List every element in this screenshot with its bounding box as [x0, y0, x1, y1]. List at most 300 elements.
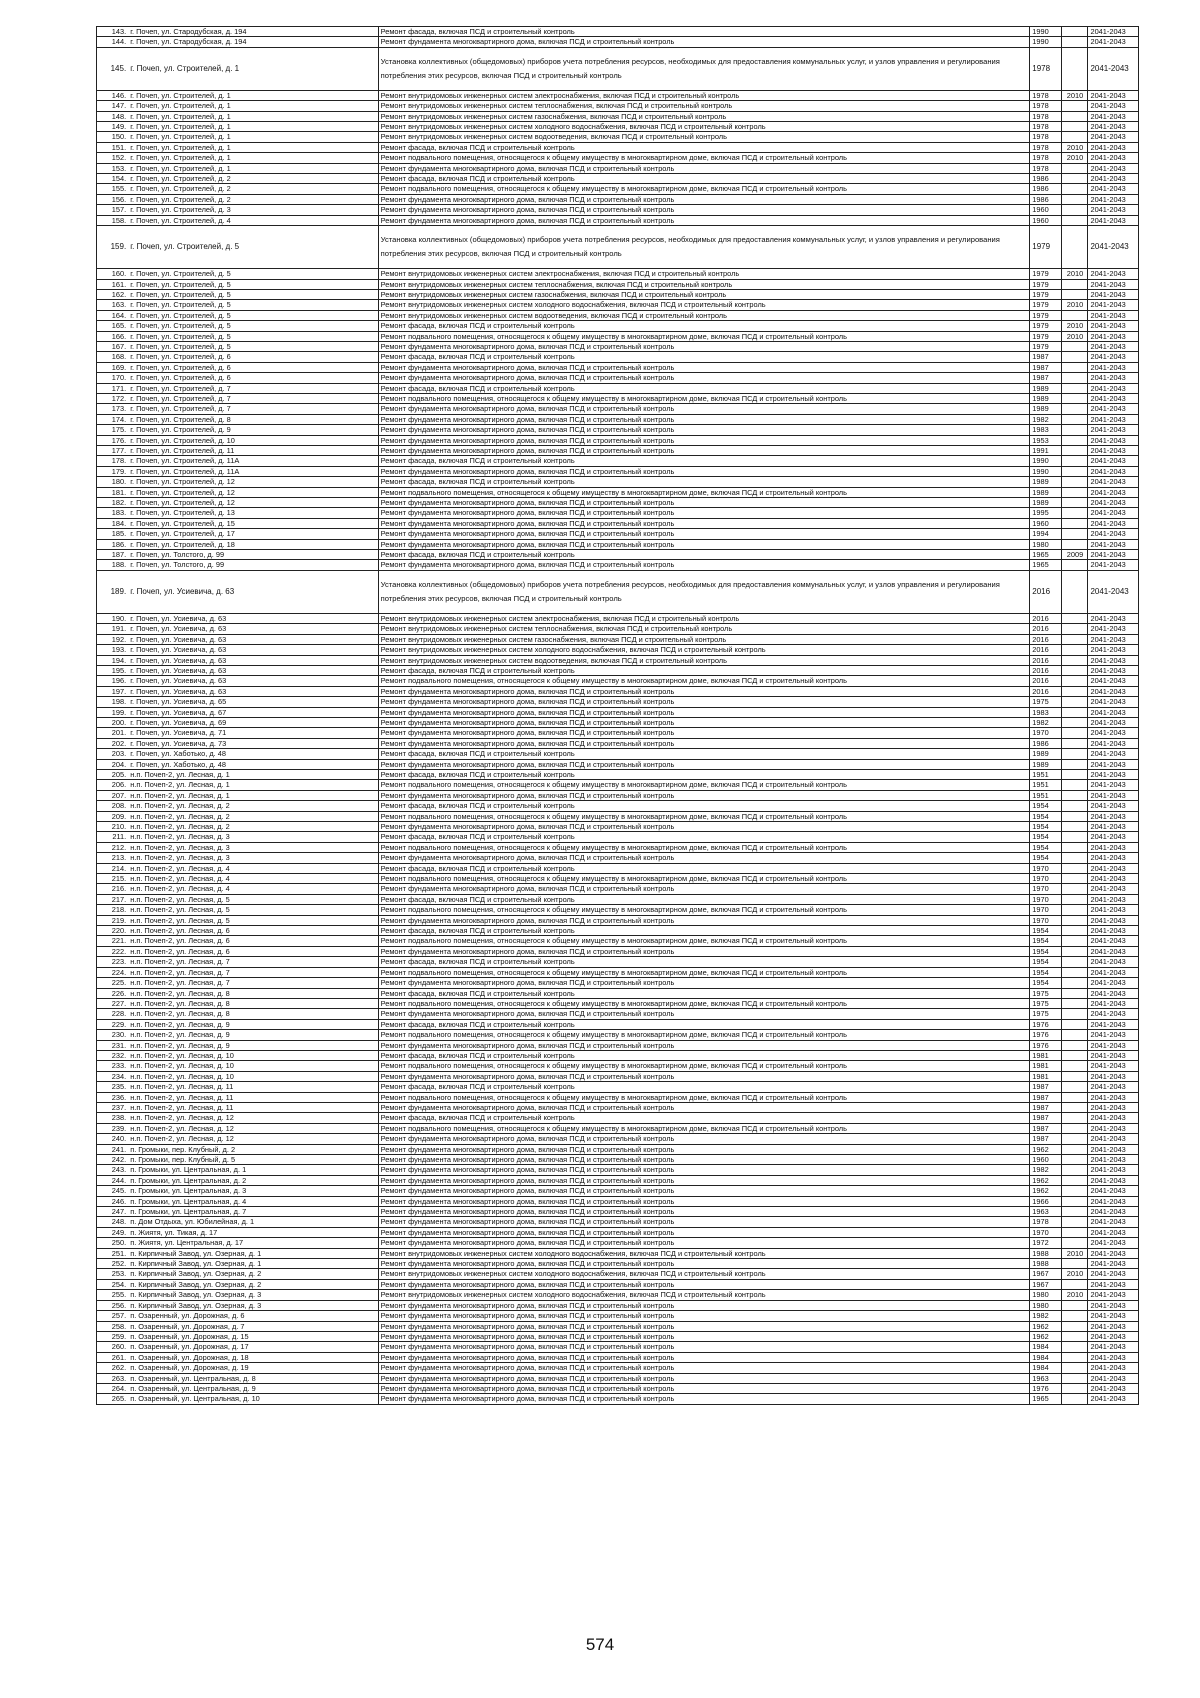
blank-cell	[1139, 498, 1154, 508]
row-number: 262.	[97, 1363, 129, 1373]
address-cell: н.п. Почеп-2, ул. Лесная, д. 6	[128, 946, 378, 956]
build-year-cell: 1970	[1030, 874, 1062, 884]
blank-cell	[1139, 967, 1154, 977]
planned-period-cell: 2041-2043	[1088, 926, 1139, 936]
row-number: 193.	[97, 645, 129, 655]
address-cell: п. Громыки, ул. Центральная, д. 2	[128, 1175, 378, 1185]
table-row	[97, 393, 1155, 403]
table-row	[97, 884, 1155, 894]
address-cell: н.п. Почеп-2, ул. Лесная, д. 12	[128, 1134, 378, 1144]
table-row	[97, 1373, 1155, 1383]
work-type-cell: Ремонт фундамента многоквартирного дома, включая ПСД и строительный контроль	[378, 1009, 1030, 1019]
blank-cell	[1139, 269, 1154, 279]
row-number: 209.	[97, 811, 129, 821]
build-year-cell: 1970	[1030, 728, 1062, 738]
table-row	[97, 707, 1155, 717]
planned-period-cell: 2041-2043	[1088, 37, 1139, 47]
table-row	[97, 1113, 1155, 1123]
row-number: 155.	[97, 184, 129, 194]
address-cell: н.п. Почеп-2, ул. Лесная, д. 8	[128, 988, 378, 998]
row-number: 151.	[97, 142, 129, 152]
build-year-cell: 1986	[1030, 174, 1062, 184]
build-year-cell: 2016	[1030, 570, 1062, 613]
row-number: 170.	[97, 373, 129, 383]
table-row	[97, 47, 1155, 90]
table-row	[97, 570, 1155, 613]
table-row	[97, 1227, 1155, 1237]
address-cell: г. Почеп, ул. Толстого, д. 99	[128, 560, 378, 570]
address-cell: н.п. Почеп-2, ул. Лесная, д. 10	[128, 1061, 378, 1071]
last-repair-year-cell	[1062, 946, 1088, 956]
row-number: 246.	[97, 1196, 129, 1206]
last-repair-year-cell	[1062, 1383, 1088, 1393]
table-row	[97, 1155, 1155, 1165]
build-year-cell: 1972	[1030, 1238, 1062, 1248]
build-year-cell: 1979	[1030, 226, 1062, 269]
table-row	[97, 404, 1155, 414]
row-number: 208.	[97, 801, 129, 811]
build-year-cell: 1982	[1030, 1165, 1062, 1175]
planned-period-cell: 2041-2043	[1088, 988, 1139, 998]
row-number: 263.	[97, 1373, 129, 1383]
last-repair-year-cell: 2010	[1062, 90, 1088, 100]
planned-period-cell: 2041-2043	[1088, 47, 1139, 90]
address-cell: г. Почеп, ул. Строителей, д. 11	[128, 446, 378, 456]
table-row	[97, 853, 1155, 863]
last-repair-year-cell	[1062, 1373, 1088, 1383]
last-repair-year-cell	[1062, 832, 1088, 842]
build-year-cell: 1951	[1030, 769, 1062, 779]
works-table-container	[96, 26, 1154, 1405]
table-row	[97, 435, 1155, 445]
planned-period-cell: 2041-2043	[1088, 749, 1139, 759]
row-number: 181.	[97, 487, 129, 497]
table-row	[97, 373, 1155, 383]
work-type-cell: Ремонт фундамента многоквартирного дома, включая ПСД и строительный контроль	[378, 1175, 1030, 1185]
blank-cell	[1139, 926, 1154, 936]
build-year-cell: 1990	[1030, 27, 1062, 37]
planned-period-cell: 2041-2043	[1088, 1019, 1139, 1029]
table-row	[97, 1363, 1155, 1373]
row-number: 240.	[97, 1134, 129, 1144]
row-number: 201.	[97, 728, 129, 738]
address-cell: н.п. Почеп-2, ул. Лесная, д. 3	[128, 853, 378, 863]
work-type-cell: Ремонт подвального помещения, относящегося к общему имуществу в многоквартирном доме, включая ПСД и строительный контроль	[378, 905, 1030, 915]
planned-period-cell: 2041-2043	[1088, 153, 1139, 163]
build-year-cell: 1954	[1030, 926, 1062, 936]
blank-cell	[1139, 874, 1154, 884]
last-repair-year-cell	[1062, 874, 1088, 884]
table-row	[97, 529, 1155, 539]
address-cell: г. Почеп, ул. Строителей, д. 12	[128, 498, 378, 508]
work-type-cell: Ремонт фасада, включая ПСД и строительный контроль	[378, 1019, 1030, 1029]
planned-period-cell: 2041-2043	[1088, 508, 1139, 518]
planned-period-cell: 2041-2043	[1088, 477, 1139, 487]
build-year-cell: 1954	[1030, 822, 1062, 832]
address-cell: г. Почеп, ул. Усиевича, д. 63	[128, 676, 378, 686]
work-type-cell: Ремонт фундамента многоквартирного дома, включая ПСД и строительный контроль	[378, 560, 1030, 570]
last-repair-year-cell	[1062, 1175, 1088, 1185]
address-cell: г. Почеп, ул. Строителей, д. 11А	[128, 466, 378, 476]
planned-period-cell: 2041-2043	[1088, 435, 1139, 445]
last-repair-year-cell	[1062, 174, 1088, 184]
last-repair-year-cell	[1062, 665, 1088, 675]
address-cell: г. Почеп, ул. Строителей, д. 11А	[128, 456, 378, 466]
planned-period-cell: 2041-2043	[1088, 1383, 1139, 1393]
build-year-cell: 1954	[1030, 936, 1062, 946]
table-row	[97, 205, 1155, 215]
planned-period-cell: 2041-2043	[1088, 446, 1139, 456]
last-repair-year-cell	[1062, 1123, 1088, 1133]
last-repair-year-cell	[1062, 393, 1088, 403]
blank-cell	[1139, 780, 1154, 790]
work-type-cell: Ремонт фасада, включая ПСД и строительный контроль	[378, 801, 1030, 811]
address-cell: п. Дом Отдыха, ул. Юбилейная, д. 1	[128, 1217, 378, 1227]
table-row	[97, 1217, 1155, 1227]
table-row	[97, 1134, 1155, 1144]
address-cell: н.п. Почеп-2, ул. Лесная, д. 6	[128, 926, 378, 936]
address-cell: г. Почеп, ул. Строителей, д. 2	[128, 174, 378, 184]
build-year-cell: 1963	[1030, 1207, 1062, 1217]
build-year-cell: 1984	[1030, 1363, 1062, 1373]
row-number: 232.	[97, 1050, 129, 1060]
work-type-cell: Ремонт внутридомовых инженерных систем холодного водоснабжения, включая ПСД и строительный контроль	[378, 1290, 1030, 1300]
blank-cell	[1139, 362, 1154, 372]
blank-cell	[1139, 1217, 1154, 1227]
last-repair-year-cell	[1062, 1082, 1088, 1092]
last-repair-year-cell	[1062, 27, 1088, 37]
address-cell: г. Почеп, ул. Усиевича, д. 63	[128, 665, 378, 675]
planned-period-cell: 2041-2043	[1088, 1175, 1139, 1185]
blank-cell	[1139, 529, 1154, 539]
row-number: 215.	[97, 874, 129, 884]
address-cell: н.п. Почеп-2, ул. Лесная, д. 4	[128, 874, 378, 884]
blank-cell	[1139, 1186, 1154, 1196]
last-repair-year-cell	[1062, 404, 1088, 414]
blank-cell	[1139, 1082, 1154, 1092]
table-row	[97, 163, 1155, 173]
planned-period-cell: 2041-2043	[1088, 570, 1139, 613]
planned-period-cell: 2041-2043	[1088, 769, 1139, 779]
address-cell: н.п. Почеп-2, ул. Лесная, д. 2	[128, 822, 378, 832]
work-type-cell: Ремонт фундамента многоквартирного дома, включая ПСД и строительный контроль	[378, 1165, 1030, 1175]
table-row	[97, 498, 1155, 508]
row-number: 248.	[97, 1217, 129, 1227]
table-row	[97, 226, 1155, 269]
address-cell: п. Озаренный, ул. Дорожная, д. 19	[128, 1363, 378, 1373]
table-row	[97, 1259, 1155, 1269]
work-type-cell: Ремонт фундамента многоквартирного дома, включая ПСД и строительный контроль	[378, 1196, 1030, 1206]
blank-cell	[1139, 47, 1154, 90]
work-type-cell: Ремонт фасада, включая ПСД и строительный контроль	[378, 749, 1030, 759]
work-type-cell: Ремонт фасада, включая ПСД и строительный контроль	[378, 894, 1030, 904]
last-repair-year-cell	[1062, 749, 1088, 759]
blank-cell	[1139, 905, 1154, 915]
blank-cell	[1139, 1134, 1154, 1144]
row-number: 249.	[97, 1227, 129, 1237]
address-cell: н.п. Почеп-2, ул. Лесная, д. 9	[128, 1019, 378, 1029]
last-repair-year-cell	[1062, 1394, 1088, 1404]
row-number: 144.	[97, 37, 129, 47]
planned-period-cell: 2041-2043	[1088, 1300, 1139, 1310]
planned-period-cell: 2041-2043	[1088, 1165, 1139, 1175]
last-repair-year-cell	[1062, 466, 1088, 476]
build-year-cell: 1954	[1030, 832, 1062, 842]
row-number: 164.	[97, 310, 129, 320]
build-year-cell: 1966	[1030, 1196, 1062, 1206]
work-type-cell: Ремонт внутридомовых инженерных систем теплоснабжения, включая ПСД и строительный контроль	[378, 101, 1030, 111]
last-repair-year-cell	[1062, 738, 1088, 748]
last-repair-year-cell	[1062, 1352, 1088, 1362]
work-type-cell: Ремонт фасада, включая ПСД и строительный контроль	[378, 477, 1030, 487]
last-repair-year-cell	[1062, 936, 1088, 946]
table-row	[97, 749, 1155, 759]
row-number: 204.	[97, 759, 129, 769]
row-number: 217.	[97, 894, 129, 904]
address-cell: г. Почеп, ул. Строителей, д. 1	[128, 90, 378, 100]
last-repair-year-cell: 2010	[1062, 1269, 1088, 1279]
table-row	[97, 90, 1155, 100]
last-repair-year-cell: 2010	[1062, 142, 1088, 152]
table-row	[97, 289, 1155, 299]
last-repair-year-cell	[1062, 759, 1088, 769]
build-year-cell: 1989	[1030, 749, 1062, 759]
blank-cell	[1139, 101, 1154, 111]
build-year-cell: 1954	[1030, 946, 1062, 956]
row-number: 205.	[97, 769, 129, 779]
table-row	[97, 184, 1155, 194]
blank-cell	[1139, 1331, 1154, 1341]
address-cell: г. Почеп, ул. Строителей, д. 2	[128, 194, 378, 204]
blank-cell	[1139, 393, 1154, 403]
planned-period-cell: 2041-2043	[1088, 373, 1139, 383]
table-row	[97, 801, 1155, 811]
blank-cell	[1139, 728, 1154, 738]
planned-period-cell: 2041-2043	[1088, 1227, 1139, 1237]
row-number: 143.	[97, 27, 129, 37]
planned-period-cell: 2041-2043	[1088, 998, 1139, 1008]
blank-cell	[1139, 1248, 1154, 1258]
blank-cell	[1139, 1050, 1154, 1060]
planned-period-cell: 2041-2043	[1088, 1321, 1139, 1331]
row-number: 221.	[97, 936, 129, 946]
address-cell: г. Почеп, ул. Хаботько, д. 48	[128, 759, 378, 769]
last-repair-year-cell: 2010	[1062, 1248, 1088, 1258]
planned-period-cell: 2041-2043	[1088, 915, 1139, 925]
planned-period-cell: 2041-2043	[1088, 1331, 1139, 1341]
last-repair-year-cell	[1062, 352, 1088, 362]
blank-cell	[1139, 894, 1154, 904]
blank-cell	[1139, 1352, 1154, 1362]
blank-cell	[1139, 194, 1154, 204]
build-year-cell: 1989	[1030, 404, 1062, 414]
last-repair-year-cell	[1062, 634, 1088, 644]
table-row	[97, 1030, 1155, 1040]
build-year-cell: 1980	[1030, 1300, 1062, 1310]
table-row	[97, 905, 1155, 915]
last-repair-year-cell	[1062, 111, 1088, 121]
address-cell: н.п. Почеп-2, ул. Лесная, д. 12	[128, 1113, 378, 1123]
planned-period-cell: 2041-2043	[1088, 498, 1139, 508]
work-type-cell: Установка коллективных (общедомовых) приборов учета потребления ресурсов, необходимых для предоставления коммунальных услуг, и узлов управления и регулирования потребления этих ресурсов, включая ПСД и строительный контроль	[378, 570, 1030, 613]
blank-cell	[1139, 153, 1154, 163]
address-cell: г. Почеп, ул. Усиевича, д. 67	[128, 707, 378, 717]
build-year-cell: 1965	[1030, 550, 1062, 560]
blank-cell	[1139, 289, 1154, 299]
planned-period-cell: 2041-2043	[1088, 194, 1139, 204]
work-type-cell: Ремонт фундамента многоквартирного дома, включая ПСД и строительный контроль	[378, 915, 1030, 925]
address-cell: н.п. Почеп-2, ул. Лесная, д. 11	[128, 1082, 378, 1092]
build-year-cell: 1990	[1030, 456, 1062, 466]
last-repair-year-cell	[1062, 1092, 1088, 1102]
last-repair-year-cell	[1062, 1279, 1088, 1289]
last-repair-year-cell	[1062, 37, 1088, 47]
address-cell: г. Почеп, ул. Строителей, д. 5	[128, 226, 378, 269]
row-number: 188.	[97, 560, 129, 570]
last-repair-year-cell	[1062, 780, 1088, 790]
address-cell: г. Почеп, ул. Стародубская, д. 194	[128, 37, 378, 47]
build-year-cell: 1960	[1030, 1155, 1062, 1165]
planned-period-cell: 2041-2043	[1088, 90, 1139, 100]
table-row	[97, 1009, 1155, 1019]
work-type-cell: Ремонт фасада, включая ПСД и строительный контроль	[378, 142, 1030, 152]
last-repair-year-cell	[1062, 1030, 1088, 1040]
blank-cell	[1139, 738, 1154, 748]
planned-period-cell: 2041-2043	[1088, 801, 1139, 811]
table-row	[97, 967, 1155, 977]
address-cell: н.п. Почеп-2, ул. Лесная, д. 5	[128, 915, 378, 925]
last-repair-year-cell	[1062, 132, 1088, 142]
work-type-cell: Ремонт внутридомовых инженерных систем водоотведения, включая ПСД и строительный контроль	[378, 310, 1030, 320]
blank-cell	[1139, 624, 1154, 634]
work-type-cell: Ремонт внутридомовых инженерных систем электроснабжения, включая ПСД и строительный контроль	[378, 613, 1030, 623]
blank-cell	[1139, 1019, 1154, 1029]
blank-cell	[1139, 414, 1154, 424]
row-number: 166.	[97, 331, 129, 341]
planned-period-cell: 2041-2043	[1088, 487, 1139, 497]
work-type-cell: Ремонт фундамента многоквартирного дома, включая ПСД и строительный контроль	[378, 1102, 1030, 1112]
build-year-cell: 1982	[1030, 414, 1062, 424]
work-type-cell: Ремонт фундамента многоквартирного дома, включая ПСД и строительный контроль	[378, 1207, 1030, 1217]
blank-cell	[1139, 790, 1154, 800]
address-cell: г. Почеп, ул. Толстого, д. 99	[128, 550, 378, 560]
blank-cell	[1139, 801, 1154, 811]
address-cell: н.п. Почеп-2, ул. Лесная, д. 7	[128, 967, 378, 977]
address-cell: г. Почеп, ул. Усиевича, д. 63	[128, 645, 378, 655]
row-number: 148.	[97, 111, 129, 121]
blank-cell	[1139, 1227, 1154, 1237]
planned-period-cell: 2041-2043	[1088, 1144, 1139, 1154]
planned-period-cell: 2041-2043	[1088, 425, 1139, 435]
last-repair-year-cell	[1062, 822, 1088, 832]
table-row	[97, 539, 1155, 549]
planned-period-cell: 2041-2043	[1088, 936, 1139, 946]
build-year-cell: 1979	[1030, 331, 1062, 341]
last-repair-year-cell	[1062, 1102, 1088, 1112]
table-row	[97, 425, 1155, 435]
blank-cell	[1139, 373, 1154, 383]
blank-cell	[1139, 1144, 1154, 1154]
build-year-cell: 1989	[1030, 759, 1062, 769]
table-row	[97, 446, 1155, 456]
build-year-cell: 1975	[1030, 1009, 1062, 1019]
blank-cell	[1139, 132, 1154, 142]
row-number: 238.	[97, 1113, 129, 1123]
last-repair-year-cell: 2010	[1062, 300, 1088, 310]
build-year-cell: 1954	[1030, 853, 1062, 863]
table-row	[97, 1092, 1155, 1102]
row-number: 224.	[97, 967, 129, 977]
row-number: 218.	[97, 905, 129, 915]
blank-cell	[1139, 936, 1154, 946]
build-year-cell: 1978	[1030, 153, 1062, 163]
work-type-cell: Ремонт фасада, включая ПСД и строительный контроль	[378, 383, 1030, 393]
build-year-cell: 1989	[1030, 477, 1062, 487]
table-row	[97, 1300, 1155, 1310]
planned-period-cell: 2041-2043	[1088, 863, 1139, 873]
row-number: 187.	[97, 550, 129, 560]
build-year-cell: 1979	[1030, 310, 1062, 320]
work-type-cell: Ремонт подвального помещения, относящегося к общему имуществу в многоквартирном доме, включая ПСД и строительный контроль	[378, 842, 1030, 852]
row-number: 245.	[97, 1186, 129, 1196]
planned-period-cell: 2041-2043	[1088, 300, 1139, 310]
build-year-cell: 1995	[1030, 508, 1062, 518]
work-type-cell: Ремонт фундамента многоквартирного дома, включая ПСД и строительный контроль	[378, 1155, 1030, 1165]
build-year-cell: 2016	[1030, 686, 1062, 696]
address-cell: г. Почеп, ул. Строителей, д. 6	[128, 352, 378, 362]
last-repair-year-cell	[1062, 957, 1088, 967]
table-row	[97, 550, 1155, 560]
planned-period-cell: 2041-2043	[1088, 560, 1139, 570]
work-type-cell: Ремонт внутридомовых инженерных систем газоснабжения, включая ПСД и строительный контроль	[378, 289, 1030, 299]
address-cell: г. Почеп, ул. Строителей, д. 3	[128, 205, 378, 215]
blank-cell	[1139, 613, 1154, 623]
planned-period-cell: 2041-2043	[1088, 1009, 1139, 1019]
build-year-cell: 1963	[1030, 1373, 1062, 1383]
work-type-cell: Ремонт фундамента многоквартирного дома, включая ПСД и строительный контроль	[378, 205, 1030, 215]
blank-cell	[1139, 205, 1154, 215]
row-number: 167.	[97, 341, 129, 351]
last-repair-year-cell	[1062, 790, 1088, 800]
blank-cell	[1139, 300, 1154, 310]
last-repair-year-cell	[1062, 1134, 1088, 1144]
planned-period-cell: 2041-2043	[1088, 331, 1139, 341]
blank-cell	[1139, 163, 1154, 173]
work-type-cell: Ремонт фундамента многоквартирного дома, включая ПСД и строительный контроль	[378, 1227, 1030, 1237]
blank-cell	[1139, 1009, 1154, 1019]
build-year-cell: 1987	[1030, 1134, 1062, 1144]
address-cell: г. Почеп, ул. Строителей, д. 12	[128, 477, 378, 487]
work-type-cell: Ремонт фундамента многоквартирного дома, включая ПСД и строительный контроль	[378, 163, 1030, 173]
row-number: 171.	[97, 383, 129, 393]
address-cell: п. Громыки, пер. Клубный, д. 5	[128, 1155, 378, 1165]
row-number: 199.	[97, 707, 129, 717]
last-repair-year-cell	[1062, 988, 1088, 998]
planned-period-cell: 2041-2043	[1088, 759, 1139, 769]
table-row	[97, 37, 1155, 47]
blank-cell	[1139, 550, 1154, 560]
table-row	[97, 560, 1155, 570]
build-year-cell: 1970	[1030, 905, 1062, 915]
table-row	[97, 321, 1155, 331]
table-row	[97, 383, 1155, 393]
row-number: 176.	[97, 435, 129, 445]
address-cell: п. Кирпичный Завод, ул. Озерная, д. 3	[128, 1300, 378, 1310]
row-number: 186.	[97, 539, 129, 549]
work-type-cell: Ремонт фундамента многоквартирного дома, включая ПСД и строительный контроль	[378, 215, 1030, 225]
row-number: 182.	[97, 498, 129, 508]
row-number: 223.	[97, 957, 129, 967]
